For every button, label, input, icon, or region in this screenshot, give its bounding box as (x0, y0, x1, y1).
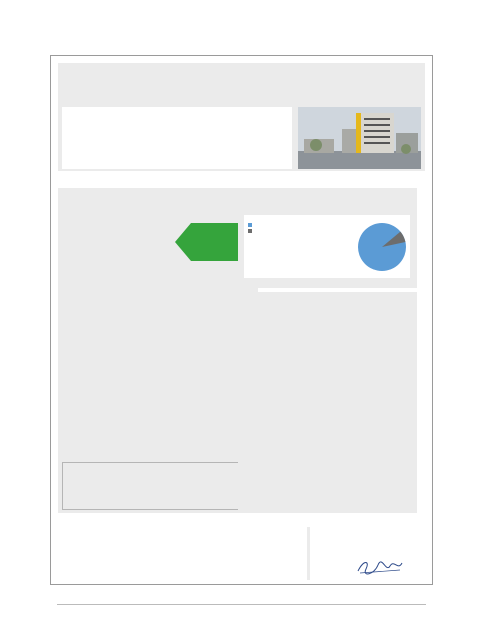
legend-swatch-electricity (248, 229, 252, 233)
signature-image (356, 557, 404, 577)
distribution-chart (244, 215, 410, 278)
certificate-header (58, 63, 425, 171)
distribution-pie (356, 221, 408, 273)
distribution-legend (248, 222, 254, 235)
footer-panel (58, 527, 425, 580)
legend-item-electricity (248, 229, 254, 236)
legend-item-district-heating (248, 222, 254, 229)
building-info (62, 107, 292, 169)
energy-distribution-panel (238, 188, 417, 288)
record-info (310, 527, 425, 580)
building-photo (298, 107, 421, 169)
specialist-info (58, 527, 307, 580)
requirements-box (62, 462, 250, 510)
footer-rule (57, 604, 426, 605)
indicators-panel (238, 292, 417, 513)
legend-swatch-district-heating (248, 223, 252, 227)
